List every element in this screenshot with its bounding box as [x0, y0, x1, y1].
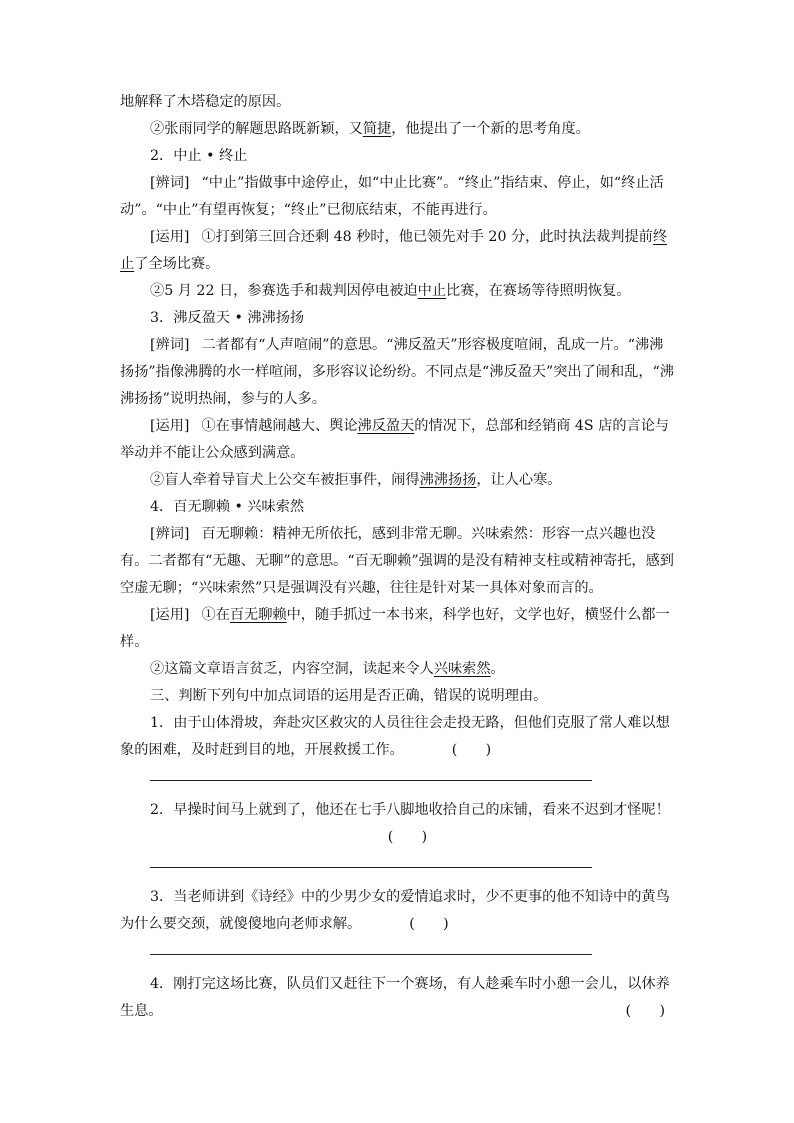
bianci-text: 百无聊赖：精神无所依托，感到非常无聊。兴味索然：形容一点兴趣也没有。二者都有“无趣、无聊”的意思。“百无聊赖”强调的是没有精神支柱或精神寄托，感到空虚无聊；“兴味索然”只是强调没有兴趣，往往是针对某一具体对象而言的。	[120, 526, 674, 596]
question-1	[120, 710, 675, 764]
underlined-word: 百无聊赖	[229, 607, 287, 623]
section-4-bianci	[120, 521, 675, 602]
underlined-word: 兴味索然	[433, 661, 491, 677]
usage-text: ②5 月 22 日，参赛选手和裁判因停电被迫	[150, 283, 418, 299]
usage-text: 中，随手抓过一本书来，科学也好，文学也好，横竖什么都一样。	[120, 607, 670, 650]
section-4-heading: 4．百无聊赖 • 兴味索然	[150, 499, 305, 515]
section-3-usage-1	[120, 413, 675, 467]
usage-text: 的情况下，总部和经销商 4S 店的言论与举动并不能让公众感到满意。	[120, 418, 670, 461]
usage-text: ①在事情越闹越大、舆论	[201, 418, 358, 434]
underlined-word: 终止	[120, 229, 668, 272]
bianci-text: 二者都有“人声喧闹”的意思。“沸反盈天”形容极度喧闹，乱成一片。“沸沸扬扬”指像沸腾的水一样喧闹，多形容议论纷纷。不同点是“沸反盈天”突出了闹和乱，“沸沸扬扬”说明热闹，参与的人多。	[120, 337, 674, 407]
usage-text: ①在	[201, 607, 230, 623]
answer-line-1[interactable]	[150, 780, 592, 781]
answer-bracket[interactable]: ( )	[409, 916, 449, 932]
usage-text: 。	[490, 661, 505, 677]
question-text: 4．刚打完这场比赛，队员们又赶往下一个赛场，有人趁乘车时小憩一会儿，以休养生息。	[120, 976, 670, 1019]
intro-line-1: 地解释了木塔稳定的原因。	[120, 94, 291, 110]
part-3-heading: 三、判断下列句中加点词语的运用是否正确，错误的说明理由。	[150, 688, 548, 704]
usage-text: ②盲人牵着导盲犬上公交车被拒事件，闹得	[150, 472, 420, 488]
question-4	[120, 971, 675, 1025]
document-page	[120, 89, 675, 1025]
intro-text: ，他提出了一个新的思考角度。	[391, 121, 590, 137]
answer-bracket[interactable]: ( )	[387, 829, 428, 845]
section-2-bianci	[120, 170, 675, 224]
question-text: 3．当老师讲到《诗经》中的少男少女的爱情追求时，少不更事的他不知诗中的黄鸟为什么要交颈，就傻傻地向老师求解。	[120, 889, 670, 932]
bianci-tag: [辨词]	[150, 175, 190, 191]
underlined-word: 简捷	[362, 121, 392, 137]
question-2: 2．早操时间马上就到了，他还在七手八脚地收拾自己的床铺，看来不迟到才怪呢！	[150, 802, 670, 818]
intro-line-2	[120, 116, 675, 143]
question-3	[120, 884, 675, 938]
usage-text: 比赛，在赛场等待照明恢复。	[446, 283, 631, 299]
yunyong-tag: [运用]	[150, 418, 190, 434]
answer-line-3[interactable]	[150, 954, 592, 955]
yunyong-tag: [运用]	[150, 229, 190, 245]
bianci-text: “中止”指做事中途停止，如“中止比赛”。“终止”指结束、停止，如“终止活动”。“中止”有望再恢复；“终止”已彻底结束，不能再进行。	[120, 175, 664, 218]
answer-bracket[interactable]: ( )	[451, 742, 492, 758]
question-text: 1．由于山体滑坡，奔赴灾区救灾的人员往往会走投无路，但他们克服了常人难以想象的困难，及时赶到目的地，开展救援工作。	[120, 715, 670, 758]
underlined-word: 中止	[417, 283, 447, 299]
answer-bracket[interactable]: ( )	[625, 1003, 665, 1019]
usage-text: 了全场比赛。	[134, 256, 220, 272]
underlined-word: 沸沸扬扬	[419, 472, 477, 488]
bianci-tag: [辨词]	[150, 337, 190, 353]
yunyong-tag: [运用]	[150, 607, 190, 623]
bianci-tag: [辨词]	[150, 526, 190, 542]
section-3-bianci	[120, 332, 675, 413]
underlined-word: 沸反盈天	[357, 418, 415, 434]
usage-text: ①打到第三回合还剩 48 秒时，他已领先对手 20 分，此时执法裁判提前	[201, 229, 653, 245]
section-3-heading: 3．沸反盈天 • 沸沸扬扬	[150, 310, 305, 326]
section-3-usage-2	[120, 467, 675, 494]
section-2-heading: 2．中止 • 终止	[150, 148, 248, 164]
usage-text: ，让人心寒。	[476, 472, 562, 488]
usage-text: ②这篇文章语言贫乏，内容空洞，读起来令人	[150, 661, 434, 677]
question-2-bracket	[120, 824, 675, 851]
section-2-usage-1	[120, 224, 675, 278]
intro-text: ②张雨同学的解题思路既新颖，又	[150, 121, 363, 137]
section-2-usage-2	[120, 278, 675, 305]
section-4-usage-1	[120, 602, 675, 656]
answer-line-2[interactable]	[150, 867, 592, 868]
section-4-usage-2	[120, 656, 675, 683]
